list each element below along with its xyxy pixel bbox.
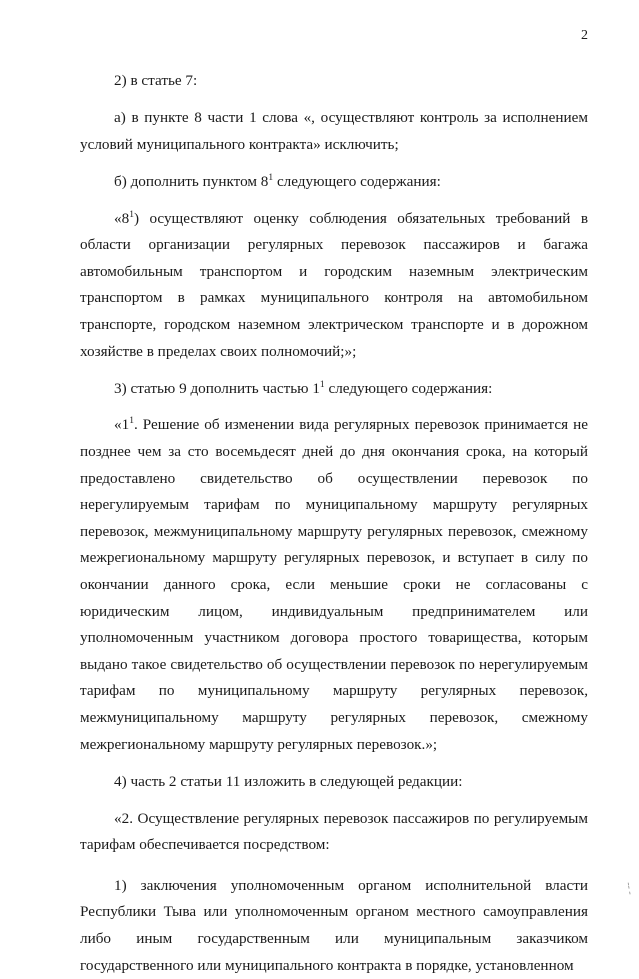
paragraph-text: 2) в статье 7: [114, 72, 198, 89]
paragraph-item-b [80, 169, 588, 196]
paragraph-subitem-1 [80, 873, 588, 979]
paragraph-text: «8 [114, 209, 130, 227]
paragraph-point-8-1 [80, 206, 588, 366]
paragraph-text: следующего содержания: [273, 172, 441, 190]
paragraph-text: б) дополнить пунктом 8 [114, 172, 269, 190]
paragraph-text: ) осуществляют оценку соблюдения обязательных требований в области организации регулярных перевозок пассажиров и багажа автомобильным транспортом и городским наземным электрическим транспортом в рамках муниципального контроля на автомобильном транспорте, городском наземном электрическом транспорте и в дорожном хозяйстве в пределах своих полномочий;»; [80, 209, 588, 360]
paragraph-article-9 [80, 376, 588, 403]
paragraph-text: . Решение об изменении вида регулярных перевозок принимается не позднее чем за сто восемьдесят дней до дня окончания срока, на который предоставлено свидетельство об осуществлении перевозок по нерегулируемым тарифам по муниципальному маршруту регулярных перевозок, межмуниципальному маршруту регулярных перевозок, смежному межрегиональному маршруту регулярных перевозок, и вступает в силу по окончании данного срока, если меньшие сроки не согласованы с юридическим лицом, индивидуальным предпринимателем или уполномоченным участником договора простого товарищества, которым выдано такое свидетельство об осуществлении перевозок по нерегулируемым тарифам по муниципальному маршруту регулярных перевозок, межмуниципальному маршруту регулярных перевозок, смежному межрегиональному маршруту регулярных перевозок.»; [80, 416, 588, 753]
paragraph-text: 1) заключения уполномоченным органом исполнительной власти Республики Тыва или уполномоченным органом местного самоуправления либо иным государственным или муниципальным заказчиком государственного или муниципального контракта в порядке, установленном [80, 876, 588, 974]
paragraph-text: 4) часть 2 статьи 11 изложить в следующей редакции: [114, 772, 463, 790]
paragraph-text: а) в пункте 8 части 1 слова «, осуществляют контроль за исполнением условий муниципального контракта» исключить; [80, 108, 588, 153]
document-body [80, 68, 588, 979]
paragraph-part-1-1 [80, 412, 588, 758]
paragraph-article-7-intro [80, 68, 588, 95]
paragraph-text: «1 [114, 416, 130, 434]
superscript: 1 [319, 379, 325, 390]
paragraph-text: «2. Осуществление регулярных перевозок пассажиров по регулируемым тарифам обеспечивается посредством: [80, 809, 588, 854]
paragraph-text: следующего содержания: [324, 379, 493, 397]
paragraph-part-2 [80, 806, 588, 859]
paragraph-article-11 [80, 769, 588, 796]
paragraph-text: 3) статью 9 дополнить частью 1 [114, 379, 320, 397]
scan-edge-mark: -- - [622, 881, 636, 896]
superscript: 1 [129, 209, 134, 220]
superscript: 1 [268, 172, 274, 183]
page-number: 2 [581, 28, 588, 43]
superscript: 1 [129, 416, 134, 427]
paragraph-item-a [80, 105, 588, 158]
